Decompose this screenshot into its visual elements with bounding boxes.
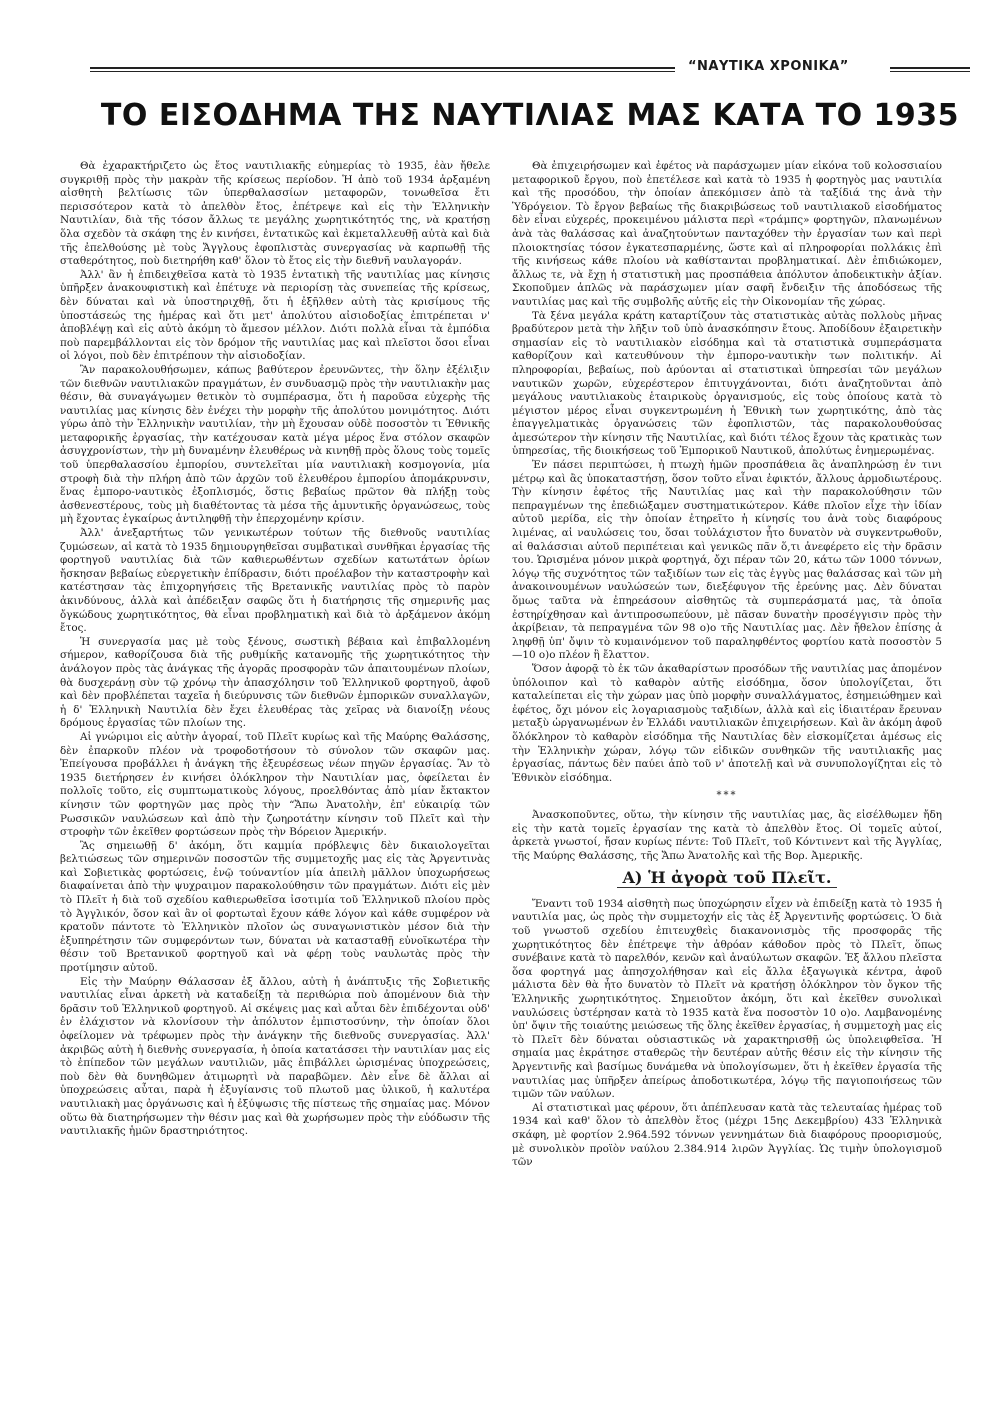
section-separator: *** [716,790,738,802]
paragraph: Θὰ ἐπιχειρήσωμεν καὶ ἐφέτος νὰ παράσχωμεν μίαν εἰκόνα τοῦ κολοσσιαίου μεταφορικοῦ ἔργου, ποὺ ἐπετέλεσε καὶ κατὰ τὸ 1935 ἡ φορτηγὸς μας ναυτιλία καὶ τῆς προσόδου, τὴν ὁποίαν ἀπεκόμισεν ἀπὸ τὰ ταξίδιά της ἀνὰ τὴν Ὑδρόγειον. Τὸ ἔργον βεβαίως τῆς διακριβώσεως τοῦ ναυτιλιακοῦ εἰσοδήματος δὲν εἶναι εὐχερές, προκειμένου μάλιστα περὶ «τράμπς» φορτηγῶν, πλανωμένων ἀνὰ τὰς θαλάσσας καὶ ἀναζητούντων πανταχόθεν τὴν ἐργασίαν των καὶ περὶ πλοιοκτησίας τόσον ἐγκατεσπαρμένης, ὥστε καὶ αἱ πληροφορίαι πολλάκις ἐπὶ τῆς κινήσεως κάθε πλοίου νὰ καθίστανται προβληματικαί. Δὲν ἐπιδιώκομεν, ἄλλως τε, νὰ ἔχῃ ἡ στατιστικὴ μας προσπάθεια ἀπόλυτον ἀποδεικτικὴν ἀξίαν. Σκοποῦμεν ἁπλῶς νὰ παράσχωμεν μίαν σαφῆ ἔνδειξιν τῆς ἀποδόσεως τῆς ναυτιλίας μας καὶ τῆς συμβολῆς αὐτῆς εἰς τὴν Οἰκονομίαν τῆς χώρας. [512,160,942,308]
paragraph: Ἡ συνεργασία μας μὲ τοὺς ξένους, σωστικὴ βέβαια καὶ ἐπιβαλλομένη σήμερον, καθορίζουσα διὰ τῆς ρυθμίκῆς κατανομῆς τῆς χωρητικότητος τὴν ἀνάλογον πρὸς τὰς ἀνάγκας τῆς ἀγορᾶς προσφορὰν τῶν ἀπαιτουμένων πλοίων, θὰ δυσχεράνῃ σὺν τῷ χρόνῳ τὴν ἀπασχόλησιν τοῦ Ἑλληνικοῦ φορτηγοῦ, ἀφοῦ καὶ δὲν προβλέπεται ταχεῖα ἡ διεύρυνσις τῶν διεθνῶν ἐμπορικῶν συναλλαγῶν, ἡ δ' Ἑλληνικὴ Ναυτιλία δὲν ἔχει ἐλευθέρας τὰς χεῖρας νὰ διανοίξῃ νέους δρόμους ἐργασίας τῶν πλοίων της. [60,635,490,730]
paragraph: Εἰς τὴν Μαύρην Θάλασσαν ἐξ ἄλλου, αὐτὴ ἡ ἀνάπτυξις τῆς Σοβιετικῆς ναυτιλίας εἶναι ἀρκετὴ νὰ καταδείξῃ τὰ περιθώρια ποὺ ἀπομένουν διὰ τὴν δρᾶσιν τοῦ Ἑλληνικοῦ φορτηγοῦ. Αἱ σκέψεις μας καὶ αὗται δὲν ἐπιδέχονται οὐδ' ἐν ἐλάχιστον νὰ κλονίσουν τὴν ἀπόλυτον ἐμπιστοσύνην, τὴν ὁποίαν ὅλοι ὀφείλομεν νὰ τρέφωμεν πρὸς τὴν ἀνάγκην τῆς διεθνοῦς συνεργασίας. Ἀλλ' ἀκριβῶς αὐτὴ ἡ διεθνὴς συνεργασία, ἡ ὁποία κατατάσσει τὴν ναυτιλίαν μας εἰς τὸ ἐπίπεδον τῶν μεγάλων ναυτιλιῶν, μᾶς ἐπιβάλλει ὡρισμένας ὑποχρεώσεις, ποὺ δὲν θὰ δυνηθῶμεν ἀτιμωρητὶ νὰ παραβῶμεν. Δὲν εἶνε δὲ ἄλλαι αἱ ὑποχρεώσεις αὗται, παρὰ ἡ ἐξυγίανσις τοῦ πλωτοῦ μας ὑλικοῦ, ἡ καλυτέρα ναυτιλιακὴ μας ὀργάνωσις καὶ ἡ ἐξύψωσις τῆς πίστεως τῆς σημαίας μας. Μόνον οὕτω θὰ διατηρήσωμεν τὴν θέσιν μας καὶ θὰ χωρήσωμεν πρὸς τὴν εὐόδωσιν τῆς ναυτιλιακῆς ἡμῶν δραστηριότητος. [60,975,490,1138]
section-subheading [512,868,942,888]
article-title: ΤΟ ΕΙΣΟΔΗΜΑ ΤΗΣ ΝΑΥΤΙΛΙΑΣ ΜΑΣ ΚΑΤΑ ΤΟ 1935 [100,98,960,133]
masthead-rule-right [890,67,970,72]
paragraph: Ἀλλ' ἂν ἡ ἐπιδειχθεῖσα κατὰ τὸ 1935 ἐντατικὴ τῆς ναυτιλίας μας κίνησις ὑπῆρξεν ἀνακουφιστικὴ καὶ ἐπέτυχε νὰ περιορίσῃ τὰς συνεπείας τῆς κρίσεως, δὲν δύναται καὶ νὰ ὑποστηριχθῇ, ὅτι ἡ ἐξῆλθεν αὐτὴ τὰς κρισίμους τῆς ὑποστάσεώς της ἡμέρας καὶ ὅτι μετ' ἀπολύτου αἰσιοδοξίας ἐπιτρέπεται ν' ἀποβλέψῃ καὶ εἰς αὐτὸ ἀκόμη τὸ ἄμεσον μέλλον. Διότι πολλὰ εἶναι τὰ ἐμπόδια ποὺ παρεμβάλλονται εἰς τὸν δρόμον τῆς ναυτιλίας μας καὶ πλεῖστοι ὅσοι εἶναι οἱ λόγοι, ποὺ δὲν ἐπιτρέπουν τὴν αἰσιοδοξίαν. [60,268,490,363]
masthead-rule-left [90,67,675,72]
left-column [60,160,490,1139]
paragraph: Ἀλλ' ἀνεξαρτήτως τῶν γενικωτέρων τούτων τῆς διεθνοῦς ναυτιλίας ζυμώσεων, αἱ κατὰ τὸ 1935 δημιουργηθεῖσαι συμβατικαὶ συνθῆκαι ἐργασίας τῆς φορτηγοῦ ναυτιλίας διὰ τῶν καθιερωθέντων σχεδίων κατωτάτων ὁρίων ἤσκησαν βεβαίως εὐεργετικὴν ἐπίδρασιν, διότι προέλαβον τὴν καταστροφὴν καὶ κατέστησαν τὰς ἐπιχορηγήσεις τῆς Βρετανικῆς ναυτιλίας πρὸς τὸ παρὸν ἀκινδύνους, ἀλλὰ καὶ ἀπέδειξαν σαφῶς ὅτι ἡ διατήρησις τῆς σημερινῆς μας ὄγκώδους χωρητικότητος, θὰ εἶναι προβληματικὴ καὶ διὰ τὸ ἀρξάμενον ἀκόμη ἔτος. [60,527,490,635]
paragraph: Αἱ γνώριμοι εἰς αὐτὴν ἀγοραί, τοῦ Πλεῖτ κυρίως καὶ τῆς Μαύρης Θαλάσσης, δὲν ἐπαρκοῦν πλέον νὰ τροφοδοτήσουν τὸ σύνολον τῶν σκαφῶν μας. Ἐπείγουσα προβάλλει ἡ ἀνάγκη τῆς ἐξευρέσεως νέων πηγῶν ἐργασίας. Ἂν τὸ 1935 διετήρησεν ἐν κινήσει ὁλόκληρον τὴν Ναυτιλίαν μας, ὀφείλεται ἐν πολλοῖς τοῦτο, εἰς συμπτωματικοὺς λόγους, προελθόντας ἀπὸ μίαν ἔκτακτον κίνησιν τῶν φορτηγῶν μας πρὸς τὴν “Ἄπω Ἀνατολὴν, ἐπ' εὐκαιρίᾳ τῶν Ρωσσικῶν ναυλώσεων καὶ ἀπὸ τὴν ζωηροτάτην κίνησιν τοῦ Πλεῖτ καὶ τὴν στροφὴν τῶν ἐκεῖθεν φορτώσεων πρὸς τὴν Βόρειον Ἀμερικήν. [60,730,490,839]
paragraph: Ἂς σημειωθῇ δ' ἀκόμη, ὅτι καμμία πρόβλεψις δὲν δικαιολογεῖται βελτιώσεως τῶν σημερινῶν ποσοστῶν τῆς συμμετοχῆς μας εἰς τὰς Ἀργεντινὰς καὶ Σοβιετικὰς φορτώσεις, ἐνῷ τούναντίον μία ἀπειλὴ μᾶλλον ὑποχωρήσεως διαφαίνεται ἀπὸ τὴν ψυχραιμον παρακολούθησιν τῶν πραγμάτων. Διότι εἰς μὲν τὸ Πλεῖτ ἡ διὰ τοῦ σχεδίου καθιερωθεῖσα ἰσοτιμία τοῦ Ἑλληνικοῦ πλοίου πρὸς τὸ Ἀγγλικόν, ὅσον καὶ ἂν οἱ φορτωταὶ ἔχουν κάθε λόγον καὶ κάθε συμφέρον νὰ κρατοῦν πάντοτε τὸ Ἑλληνικὸν πλοῖον ὡς συναγωνιστικὸν μέσον διὰ τὴν ἐξυπηρέτησιν τῶν συμφερόντων των, δύναται νὰ κατασταθῇ εὐνοϊκωτέρα τὴν θέσιν τοῦ Βρετανικοῦ φορτηγοῦ καὶ νὰ φέρῃ τοὺς ναυλωτὰς πρὸς τὴν προτίμησιν αὐτοῦ. [60,839,490,975]
subheading-text: Α) Ἡ ἀγορὰ τοῦ Πλεῖτ. [617,871,838,888]
paragraph: Ἐν πάσει περιπτώσει, ἡ πτωχὴ ἡμῶν προσπάθεια ἂς ἀναπληρώσῃ ἐν τινι μέτρῳ καὶ ἂς ὑποκαταστήσῃ, ὅσον τοῦτο εἶναι ἐφικτόν, ἄλλους ἁρμοδιωτέρους. Τὴν κίνησιν ἐφέτος τῆς Ναυτιλίας μας καὶ τὴν παρακολούθησιν τῶν πεπραγμένων της ἐπεδιώξαμεν συστηματικώτερον. Κάθε πλοῖον εἶχε τὴν ἰδίαν αὐτοῦ μερίδα, εἰς τὴν ὁποίαν ἐτηρεῖτο ἡ κίνησίς του ἀνὰ τοὺς διαφόρους λιμένας, αἱ ναυλώσεις του, ὅσαι τοὐλάχιστον ἦτο δυνατὸν νὰ συγκεντρωθοῦν, αἱ θαλάσσιαι αὐτοῦ περιπέτειαι καὶ γενικῶς πᾶν ὅ,τι ἀνεφέρετο εἰς τὴν δρᾶσιν του. Ὡρισμένα μόνον μικρὰ φορτηγά, ὄχι πέραν τῶν 20, κάτω τῶν 1000 τόννων, λόγῳ τῆς συχνότητος τῶν ταξιδίων των εἰς τὰς ἐγγὺς μας θαλάσσας καὶ τῶν μὴ ἀνακοινουμένων ναυλώσεών των, διεξέφυγον τῆς ἐρεύνης μας. Δὲν δύναται ὅμως ταῦτα νὰ ἐπηρεάσουν αἰσθητῶς τὰ συμπεράσματά μας, τὰ ὁποῖα ἐστηρίχθησαν καὶ ἀντιπροσωπεύουν, μὲ πᾶσαν δυνατὴν προσέγγισιν πρὸς τὴν ἀκρίβειαν, τὰ πεπραγμένα τῶν 98 ο)ο τῆς Ναυτιλίας μας. Δὲν ἤθελον ἐπίσης ἀ ληφθῇ ὑπ' ὄψιν τὸ κυμαινόμενον τοῦ παραληφθέντος φορτίου κατὰ ποσοστὸν 5—10 ο)ο πλέον ἢ ἔλαττον. [512,459,942,662]
paragraph: Θὰ ἐχαρακτήριζετο ὡς ἔτος ναυτιλιακῆς εὐημερίας τὸ 1935, ἐὰν ἤθελε συγκριθῇ πρὸς τὴν μακρὰν τῆς κρίσεως περίοδον. Ἡ ἀπὸ τοῦ 1934 ἀρξαμένη αἰσθητὴ βελτίωσις τῶν ὑπερθαλασσίων μεταφορῶν, τονωθεῖσα ἔτι περισσότερον κατὰ τὸ ἀπελθὸν ἔτος, ἐπέτρεψε καὶ εἰς τὴν Ἑλληνικὴν Ναυτιλίαν, διὰ τῆς τόσον ἄλλως τε μεγάλης χωρητικότητός της, νὰ κρατήσῃ ὅλα σχεδὸν τὰ σκάφη της ἐν κινήσει, ἐντατικῶς καὶ ἐκμεταλλευθῇ αὐτὰ καὶ διὰ τῆς ἐπελθούσης μὲ τοὺς Ἄγγλους ἐφοπλιστὰς συνεργασίας νὰ καρπωθῇ τῆς σταθερότητος, ποὺ διετηρήθη καθ' ὅλον τὸ ἔτος εἰς τὴν διεθνῆ ναυλαγοράν. [60,160,490,268]
paragraph: Τὰ ξένα μεγάλα κράτη καταρτίζουν τὰς στατιστικὰς αὐτὰς πολλοὺς μῆνας βραδύτερον μετὰ τὴν λῆξιν τοῦ ὑπὸ ἀνασκόπησιν ἔτους. Ἀποδίδουν ἐξαιρετικὴν σημασίαν εἰς τὸ ναυτιλιακὸν εἰσόδημα καὶ τὰ στατιστικὰ συμπεράσματα καθορίζουν καὶ κατευθύνουν τὴν ἐμπορο-ναυτικὴν των πολιτικήν. Αἱ πληροφορίαι, βεβαίως, ποὺ ἀρύονται αἱ στατιστικαὶ ὑπηρεσίαι τῶν μεγάλων ναυτικῶν χωρῶν, εὐχερέστερον ἐπιτυγχάνονται, διότι ἀναζητοῦνται ἀπὸ μεγάλους ναυτιλιακοὺς ἑταιρικοὺς ὀργανισμούς, εἰς τοὺς ὁποίους κατὰ τὸ μέγιστον μέρος εἶναι συγκεντρωμένη ἡ Ἐθνικὴ των χωρητικότης, ἀπὸ τὰς ἐπαγγελματικὰς ὀργανώσεις τῶν ἐφοπλιστῶν, τὰς παρακολουθούσας ἀμεσώτερον τὴν κίνησιν τῆς Ναυτιλίας, καὶ διότι τέλος ἔχουν τὰς κρατικὰς των ὑπηρεσίας, τῆς διοικήσεως τοῦ Ἐμπορικοῦ Ναυτικοῦ, ἀπολύτως ἐνημερωμένας. [512,309,942,458]
paragraph: Ἂν παρακολουθήσωμεν, κάπως βαθύτερον ἐρευνῶντες, τὴν ὅλην ἐξέλιξιν τῶν διεθνῶν ναυτιλιακῶν πραγμάτων, ἐν συνδυασμῷ πρὸς τὴν ναυτιλιακὴν μας θέσιν, θὰ συναγάγωμεν θετικὸν τὸ συμπέρασμα, ὅτι ἡ παροῦσα εὐχερὴς τῆς ναυτιλίας μας κίνησις δὲν ἐνέχει τὴν μορφὴν τῆς ἀπολύτου μονιμότητος. Διότι γύρω ἀπὸ τὴν Ἑλληνικὴν ναυτιλίαν, τὴν μὴ ἔχουσαν οὐδὲ ποσοστὸν τι Ἐθνικῆς μεταφορικῆς ἐργασίας, τὴν κατέχουσαν κατὰ μέγα μέρος ἕνα στόλον σκαφῶν ἀσυγχρονίστων, τὴν μὴ δυναμένην ἐλευθέρως νὰ κινηθῇ πρὸς ὅλους τοὺς τομεῖς τοῦ ὑπερθαλασσίου ἐμπορίου, συντελεῖται μία ναυτιλιακὴ κοσμογονία, μία στροφὴ διὰ τὴν πλήρη ἀπὸ τῶν ἀρχῶν τοῦ ἐλευθέρου ἐμπορίου ἀπομάκρυνσιν, ἕνας ἐμπορο-ναυτικὸς ἐξοπλισμός, ὅστις βεβαίως πρῶτον θὰ πλήξῃ τοὺς ἀσθενεστέρους, τοὺς μὴ διαθέτοντας τὰ μέσα τῆς ἀμυντικῆς ὀργανώσεως, τοὺς μὴ ἔχοντας ἐγκαίρως ἀντιληφθῇ τὴν ἐπερχομένην κρίσιν. [60,363,490,526]
masthead [90,58,970,82]
right-column [512,160,942,1170]
paragraph: Αἱ στατιστικαὶ μας φέρουν, ὅτι ἀπέπλευσαν κατὰ τὰς τελευταίας ἡμέρας τοῦ 1934 καὶ καθ' ὅλον τὸ ἀπελθὸν ἔτος (μέχρι 15ης Δεκεμβρίου) 433 Ἑλληνικὰ σκάφη, μὲ φορτίον 2.964.592 τόννων γεννημάτων διὰ διαφόρους προορισμούς, μὲ συνολικὸν προϊὸν ναύλου 2.384.914 λιρῶν Ἀγγλίας. Ὡς τιμὴν ὑπολογισμοῦ τῶν [512,1101,942,1169]
paragraph: Ἔναντι τοῦ 1934 αἰσθητὴ πως ὑποχώρησιν εἶχεν νὰ ἐπιδείξῃ κατὰ τὸ 1935 ἡ ναυτιλία μας, ὡς πρὸς τὴν συμμετοχήν εἰς τὰς ἐξ Ἀργεντινῆς φορτώσεις. Ὁ διὰ τοῦ γνωστοῦ σχεδίου ἐπιτευχθεὶς διακανονισμὸς τῆς προσφορᾶς τῆς χωρητικότητος δὲν ἐπέτρεψε τὴν ἀθρόαν κάθοδον πρὸς τὸ Πλεῖτ, ὅπως συνέβαινε κατὰ τὸ παρελθόν, κενῶν καὶ ἀναύλωτων σκαφῶν. Ἐξ ἄλλου πλεῖστα ὅσα φορτηγά μας ἀπησχολήθησαν καὶ εἰς ἄλλα ἐξαγωγικὰ κέντρα, ἀφοῦ μάλιστα δὲν θὰ ἦτο δυνατὸν τὸ Πλεῖτ νὰ κρατήσῃ ὁλόκληρον τὸν ὄγκον τῆς Ἑλληνικῆς χωρητικότητος. Σημειοῦτον ἀκόμη, ὅτι καὶ ἐκεῖθεν συνολικαὶ ναυλώσεις ὑστέρησαν κατὰ τὸ 1935 κατὰ ἕνα ποσοστὸν 10 ο)ο. Λαμβανομένης ὑπ' ὄψιν τῆς τοιαύτης μειώσεως τῆς ὅλης ἐκεῖθεν ἐργασίας, ἡ συμμετοχὴ μας εἰς τὸ Πλεῖτ δὲν δύναται οὐσιαστικῶς νὰ χαρακτηρισθῇ ὡς ὑπολειφθεῖσα. Ἡ σημαία μας ἐκράτησε σταθερῶς τὴν δευτέραν αὐτῆς θέσιν εἰς τὴν κίνησιν τῆς Ἀργεντινῆς καὶ βασίμως δυνάμεθα νὰ ὑπολογίσωμεν, ὅτι ἡ ἐκεῖθεν ἐργασία τῆς ναυτιλίας μας ὑπῆρξεν ἀπείρως ἀποδοτικωτέρα, λόγῳ τῆς παγιοποιήσεως τῶν τιμῶν τῶν ναύλων. [512,897,942,1101]
paragraph: Ἀνασκοποῦντες, οὕτω, τὴν κίνησιν τῆς ναυτιλίας μας, ἂς εἰσέλθωμεν ἤδη εἰς τὴν κατὰ τομεῖς ἐργασίαν της κατὰ τὸ ἀπελθὸν ἔτος. Οἱ τομεῖς αὐτοί, ἀρκετὰ γνωστοί, ἤσαν κυρίως πέντε: Τοῦ Πλεῖτ, τοῦ Κόντινεντ καὶ τῆς Ἀγγλίας, τῆς Μαύρης Θαλάσσης, τῆς Ἄπω Ἀνατολῆς καὶ τῆς Βορ. Ἀμερικῆς. [512,808,942,862]
publication-name: “ΝΑΥΤΙΚΑ ΧΡΟΝΙΚΑ” [688,59,849,74]
paragraph: Ὅσον ἀφορᾷ τὸ ἐκ τῶν ἀκαθαρίστων προσόδων τῆς ναυτιλίας μας ἀπομένον ὑπόλοιπον καὶ τὸ καθαρὸν αὐτῆς εἰσόδημα, ὅσον ὑπολογίζεται, ὅτι καταλείπεται εἰς τὴν χώραν μας ὑπὸ μορφὴν συναλλάγματος, ἐσημειώθημεν καὶ ἐφέτος, ὄχι μόνον εἰς λογαριασμοὺς ταξιδίων, ἀλλὰ καὶ εἰς ἰδιαιτέραν ἔρευναν μεταξὺ ὡργανωμένων ἐν Ἑλλάδι ναυτιλιακῶν ἐπιχειρήσεων. Καὶ ἂν ἀκόμη ἀφοῦ ὅλόκληρον τὸ καθαρὸν εἰσόδημα τῆς Ναυτιλίας δὲν εἰσκομίζεται ἀμέσως εἰς τὴν Ἑλληνικὴν χώραν, λόγῳ τῶν εἰδικῶν συνθηκῶν τῆς ναυτιλιακῆς μας ἐργασίας, πάντως δὲν παύει ἀπὸ τοῦ ν' ἀποτελῇ καὶ νὰ συνυπολογίζηται εἰς τὸ Ἐθνικὸν εἰσόδημα. [512,662,942,784]
